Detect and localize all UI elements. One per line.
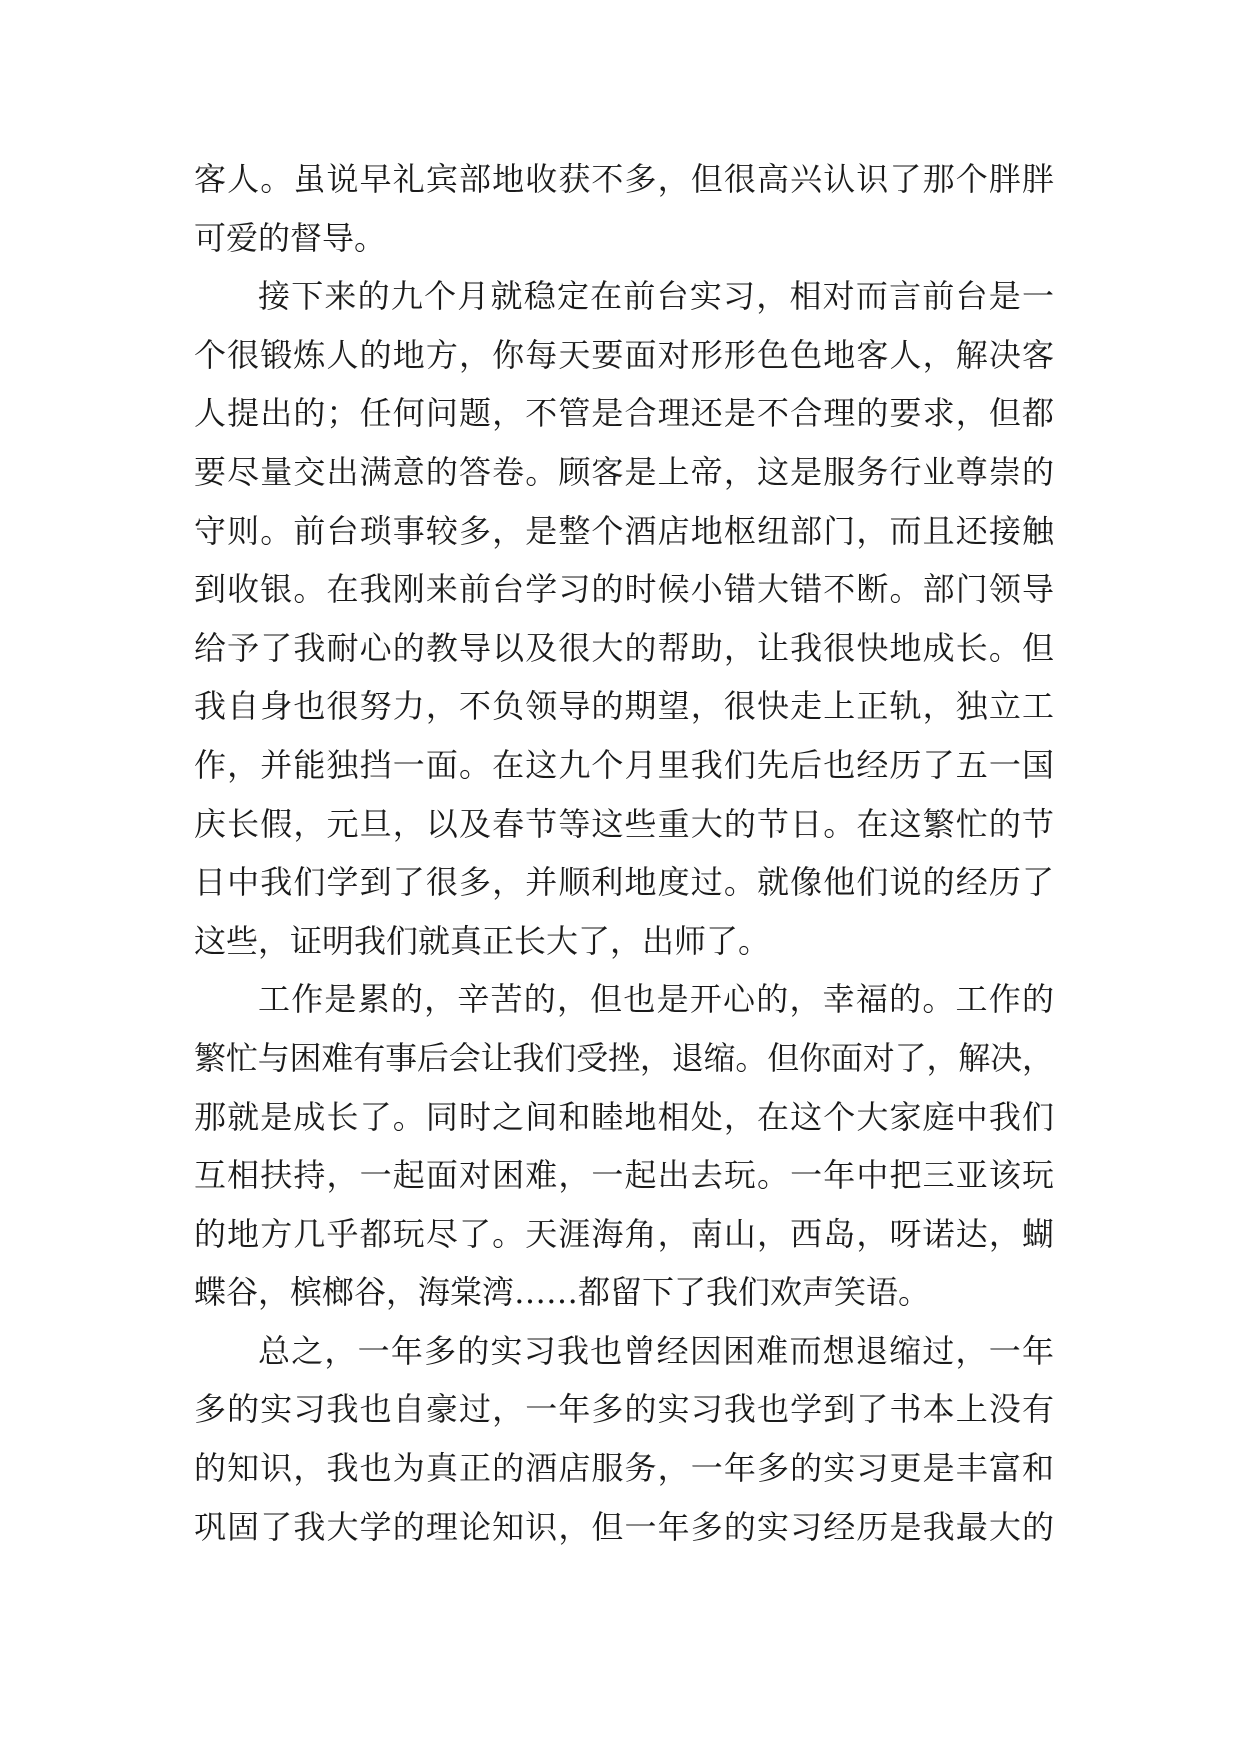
text-line: 守则。前台琐事较多，是整个酒店地枢纽部门，而且还接触 — [194, 511, 1054, 550]
text-line: 巩固了我大学的理论知识，但一年多的实习经历是我最大的 — [194, 1507, 1054, 1546]
text-line: 繁忙与困难有事后会让我们受挫，退缩。但你面对了，解决， — [194, 1038, 1054, 1077]
text-line: 给予了我耐心的教导以及很大的帮助，让我很快地成长。但 — [194, 628, 1054, 667]
text-line: 多的实习我也自豪过，一年多的实习我也学到了书本上没有 — [194, 1390, 1054, 1429]
text-line: 的知识，我也为真正的酒店服务，一年多的实习更是丰富和 — [194, 1449, 1054, 1488]
text-line: 日中我们学到了很多，并顺利地度过。就像他们说的经历了 — [194, 863, 1054, 902]
text-line: 庆长假，元旦，以及春节等这些重大的节日。在这繁忙的节 — [194, 804, 1054, 843]
text-line: 工作是累的，辛苦的，但也是开心的，幸福的。工作的 — [258, 980, 1054, 1019]
text-line: 的地方几乎都玩尽了。天涯海角，南山，西岛，呀诺达，蝴 — [194, 1214, 1054, 1253]
text-line: 我自身也很努力，不负领导的期望，很快走上正轨，独立工 — [194, 687, 1054, 726]
text-line: 总之，一年多的实习我也曾经因困难而想退缩过，一年 — [258, 1331, 1054, 1370]
text-line: 人提出的；任何问题，不管是合理还是不合理的要求，但都 — [194, 394, 1054, 433]
text-line: 这些，证明我们就真正长大了，出师了。 — [194, 921, 771, 960]
text-line: 作，并能独挡一面。在这九个月里我们先后也经历了五一国 — [194, 745, 1054, 784]
text-line: 蝶谷，槟榔谷，海棠湾……都留下了我们欢声笑语。 — [194, 1273, 931, 1312]
text-line: 个很锻炼人的地方，你每天要面对形形色色地客人，解决客 — [194, 335, 1054, 374]
text-line: 要尽量交出满意的答卷。顾客是上帝，这是服务行业尊崇的 — [194, 452, 1054, 491]
text-line: 可爱的督导。 — [194, 218, 387, 257]
body-text — [194, 150, 1054, 1556]
text-line: 接下来的九个月就稳定在前台实习，相对而言前台是一 — [258, 277, 1054, 316]
text-line: 客人。虽说早礼宾部地收获不多，但很高兴认识了那个胖胖 — [194, 160, 1054, 198]
text-line: 互相扶持，一起面对困难，一起出去玩。一年中把三亚该玩 — [194, 1156, 1054, 1195]
text-line: 那就是成长了。同时之间和睦地相处，在这个大家庭中我们 — [194, 1097, 1054, 1136]
text-line: 到收银。在我刚来前台学习的时候小错大错不断。部门领导 — [194, 570, 1054, 609]
